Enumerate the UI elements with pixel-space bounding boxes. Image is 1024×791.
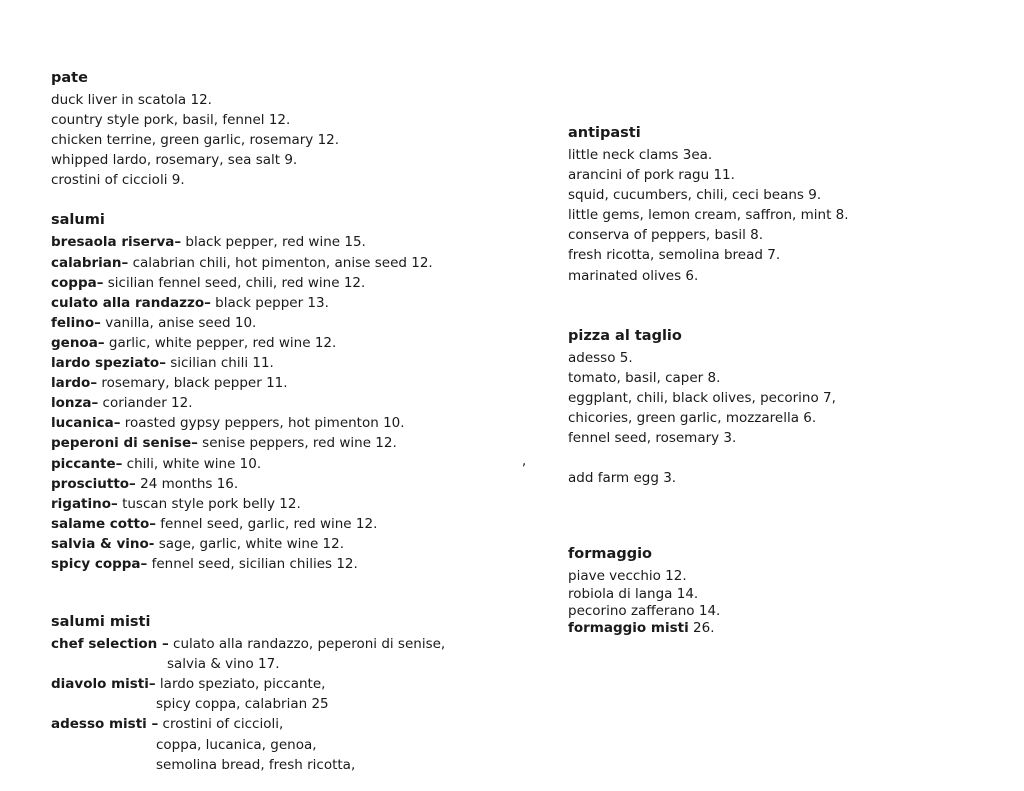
salumi-item-name: salvia & vino- <box>51 535 155 552</box>
salumi-item-desc: tuscan style pork belly 12. <box>117 495 301 512</box>
salumi-item <box>51 474 511 494</box>
salumi-item-name: culato alla randazzo– <box>51 294 211 311</box>
formaggio-item: piave vecchio 12. <box>568 568 687 585</box>
salumi-item-name: felino– <box>51 314 101 331</box>
salumi-item <box>51 273 511 293</box>
salumi-item <box>51 293 511 313</box>
pate-item: country style pork, basil, fennel 12. <box>51 112 291 129</box>
salumi-item-desc: garlic, white pepper, red wine 12. <box>104 334 337 351</box>
salumi-item-desc: sicilian chili 11. <box>165 355 274 372</box>
salumi-item <box>51 373 511 393</box>
salumi-item-desc: senise peppers, red wine 12. <box>197 435 397 452</box>
salumi-item-desc: roasted gypsy peppers, hot pimenton 10. <box>120 415 405 432</box>
salumi-item-name: bresaola riserva– <box>51 234 182 251</box>
salumi-item <box>51 514 511 534</box>
chef-selection-item <box>51 634 511 654</box>
antipasti-item: marinated olives 6. <box>568 267 699 284</box>
salumi-item-name: rigatino– <box>51 495 118 512</box>
salumi-item <box>51 232 511 252</box>
pizza-section <box>568 324 998 489</box>
salumi-item-name: lardo– <box>51 375 98 392</box>
salumi-item-name: lucanica– <box>51 415 121 432</box>
salumi-item <box>51 554 511 574</box>
salumi-item-name: genoa– <box>51 334 105 351</box>
antipasti-item: conserva of peppers, basil 8. <box>568 227 764 244</box>
antipasti-heading: antipasti <box>568 125 641 141</box>
salumi-item <box>51 454 511 474</box>
salumi-item <box>51 333 511 353</box>
salumi-item-name: lonza– <box>51 395 99 412</box>
salumi-item-desc: coriander 12. <box>98 395 193 412</box>
pizza-item: fennel seed, rosemary 3. <box>568 430 737 447</box>
adesso-misti-desc: crostini of ciccioli, <box>158 716 284 733</box>
antipasti-item: little neck clams 3ea. <box>568 147 713 163</box>
salumi-item <box>51 313 511 333</box>
pate-item: crostini of ciccioli 9. <box>51 172 185 189</box>
diavolo-misti-continuation: spicy coppa, calabrian 25 <box>156 696 329 713</box>
salumi-item-desc: sicilian fennel seed, chili, red wine 12. <box>103 274 366 291</box>
chef-selection-continuation: salvia & vino 17. <box>167 656 280 673</box>
chef-selection-name: chef selection – <box>51 636 169 653</box>
salumi-item-desc: calabrian chili, hot pimenton, anise seed 12. <box>128 254 433 271</box>
salumi-item-desc: chili, white wine 10. <box>122 455 262 472</box>
salumi-heading: salumi <box>51 212 105 229</box>
pizza-addon: add farm egg 3. <box>568 470 677 487</box>
salumi-item <box>51 253 511 273</box>
antipasti-item: arancini of pork ragu 11. <box>568 167 735 184</box>
spacer <box>568 448 998 468</box>
pate-heading: pate <box>51 70 88 86</box>
salumi-item-name: lardo speziato– <box>51 355 166 372</box>
pizza-item: chicories, green garlic, mozzarella 6. <box>568 409 817 426</box>
diavolo-misti-name: diavolo misti– <box>51 676 156 693</box>
salumi-item-desc: fennel seed, sicilian chilies 12. <box>147 555 358 572</box>
salumi-item-desc: fennel seed, garlic, red wine 12. <box>156 515 378 532</box>
salumi-item <box>51 433 511 453</box>
salumi-section <box>51 208 511 574</box>
formaggio-item: pecorino zafferano 14. <box>568 603 721 620</box>
salumi-item-desc: 24 months 16. <box>135 475 239 492</box>
salumi-item <box>51 393 511 413</box>
salumi-item <box>51 494 511 514</box>
pate-item: duck liver in scatola 12. <box>51 92 212 108</box>
right-column <box>568 121 998 637</box>
stray-comma-mark: , <box>522 454 527 469</box>
pizza-item: adesso 5. <box>568 349 633 366</box>
formaggio-misti-price: 26. <box>688 620 715 637</box>
salumi-item-name: peperoni di senise– <box>51 435 198 452</box>
salumi-item <box>51 534 511 554</box>
salumi-misti-section <box>51 610 511 775</box>
adesso-misti-name: adesso misti – <box>51 716 159 733</box>
pate-section <box>51 66 511 190</box>
salumi-item <box>51 353 511 373</box>
salumi-item-name: prosciutto– <box>51 475 136 492</box>
chef-selection-desc: culato alla randazzo, peperoni di senise, <box>168 636 446 653</box>
adesso-misti-item <box>51 714 511 734</box>
diavolo-misti-desc: lardo speziato, piccante, <box>155 676 326 693</box>
salumi-item-name: spicy coppa– <box>51 555 148 572</box>
antipasti-item: squid, cucumbers, chili, ceci beans 9. <box>568 187 822 204</box>
salumi-item-name: salame cotto– <box>51 515 157 532</box>
formaggio-section <box>568 542 998 637</box>
salumi-item-name: coppa– <box>51 274 104 291</box>
salumi-item-desc: vanilla, anise seed 10. <box>100 314 257 331</box>
salumi-item <box>51 413 511 433</box>
formaggio-misti-item <box>568 620 998 637</box>
formaggio-misti-name: formaggio misti <box>568 620 689 637</box>
antipasti-item: little gems, lemon cream, saffron, mint 8. <box>568 207 849 224</box>
pizza-item: tomato, basil, caper 8. <box>568 369 721 386</box>
formaggio-item: robiola di langa 14. <box>568 586 699 603</box>
left-column <box>51 66 511 775</box>
formaggio-heading: formaggio <box>568 546 653 563</box>
salumi-item-name: piccante– <box>51 455 123 472</box>
pizza-item: eggplant, chili, black olives, pecorino 7, <box>568 389 836 406</box>
antipasti-section <box>568 121 998 286</box>
pizza-heading: pizza al taglio <box>568 327 682 344</box>
salumi-item-name: calabrian– <box>51 254 129 271</box>
salumi-item-desc: black pepper, red wine 15. <box>181 234 366 251</box>
salumi-item-desc: rosemary, black pepper 11. <box>97 375 288 392</box>
salumi-item-desc: sage, garlic, white wine 12. <box>154 535 345 552</box>
salumi-misti-heading: salumi misti <box>51 614 151 631</box>
adesso-misti-continuation: coppa, lucanica, genoa, <box>156 736 317 753</box>
diavolo-misti-item <box>51 674 511 694</box>
antipasti-item: fresh ricotta, semolina bread 7. <box>568 247 781 264</box>
salumi-item-desc: black pepper 13. <box>210 294 329 311</box>
pate-item: whipped lardo, rosemary, sea salt 9. <box>51 152 298 169</box>
adesso-misti-continuation: semolina bread, fresh ricotta, <box>156 756 356 773</box>
pate-item: chicken terrine, green garlic, rosemary 12. <box>51 132 340 149</box>
